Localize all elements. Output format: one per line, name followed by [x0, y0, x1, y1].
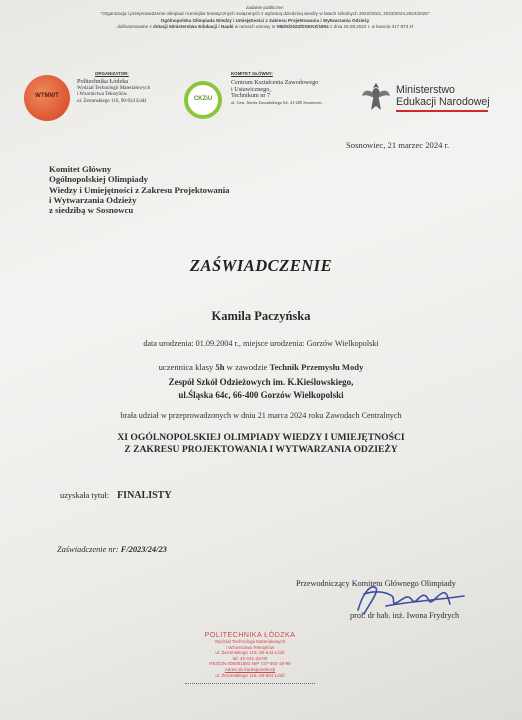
organizer-info: Politechnika Łódzka Wydział Technologii Materiałowych i Wzornictwa Tekstyliów ul. Żeromskiego 116, 90-924 Łódź [77, 78, 151, 104]
result-label: uzyskała tytuł: [60, 491, 110, 500]
organizer-block [77, 71, 187, 105]
document-title: ZAŚWIADCZENIE [189, 256, 333, 275]
signatory-name: prof. dr hab. inż. Iwona Frydrych [350, 611, 460, 620]
signature-title: Przewodniczący Komitetu Głównego Olimpiady [296, 579, 456, 588]
committee-address: Komitet Główny Ogólnopolskiej Olimpiady Wiedzy i Umiejętności z Zakresu Projektowania i Wytwarzania Odzieży z siedzibą w Sosnowcu [49, 164, 230, 216]
eagle-emblem-icon [360, 80, 392, 116]
organizer-label: ORGANIZATOR: [95, 71, 129, 76]
document-date: Sosnowiec, 21 marzec 2024 r. [346, 140, 450, 150]
olympiad-name: XI OGÓLNOPOLSKIEJ OLIMPIADY WIEDZY I UMIEJĘTNOŚCI Z ZAKRESU PROJEKTOWANIA I WYTWARZANIA ODZIEŻY [117, 432, 405, 455]
committee-label: KOMITET GŁÓWNY: [231, 71, 273, 76]
organizer-logo-text: WTMWT [35, 93, 59, 99]
funding-line-1: zadanie publiczne: [245, 5, 285, 10]
certificate-number: Zaświadczenie nr: F/2023/24/23 [57, 545, 167, 554]
person-name: Kamila Paczyńska [211, 309, 311, 323]
ministry-name: Ministerstwo Edukacji Narodowej [396, 84, 490, 108]
funding-line-4: dofinansowane z dotacji Ministerstwa Edukacji i Nauki w ramach umowy nr MEiN/2022/DSKKZ/1804 z dnia 26.08.2022 r. w kwocie 317 873 zł [117, 24, 413, 30]
participation-line: brała udział w przeprowadzonych w dniu 21 marca 2024 roku Zawodach Centralnych [120, 411, 402, 420]
school-line-2: ul.Śląska 64c, 66-400 Gorzów Wielkopolski [178, 390, 344, 400]
organizer-logo [24, 75, 70, 121]
birth-line: data urodzenia: 01.09.2004 r., miejsce urodzenia: Gorzów Wielkopolski [143, 339, 379, 348]
ministry-red-bar [396, 110, 488, 112]
committee-block [231, 71, 351, 106]
committee-logo-text: CKZiU [193, 96, 213, 102]
funding-line-3: Ogólnopolska Olimpiada Wiedzy i Umiejętności z Zakresu Projektowania i Wytwarzania Odzieży [160, 17, 370, 23]
student-line: uczennica klasy 5h w zawodzie Technik Przemysłu Mody [158, 362, 364, 372]
result-value: FINALISTY [117, 490, 172, 501]
result-line [60, 485, 172, 503]
ministry-block [396, 84, 490, 112]
school-line-1: Zespół Szkół Odzieżowych im. K.Kieślowskiego, [168, 377, 354, 387]
funding-header [40, 5, 490, 31]
university-stamp: POLITECHNIKA ŁÓDZKA Wydział Technologii Materiałowych i Wzornictwa Tekstyliów ul. Żeromskiego 116, 90-543 Łódź tel. 42 631-33-00 REGON 000001583 NIP 727-002-18-95 Adres do korespondencji ul. Żeromskiego 116, 90-924 Łódź [204, 630, 296, 678]
stamp-dotted-line [185, 683, 315, 684]
committee-logo [184, 81, 222, 119]
funding-line-2: "Organizacja i przeprowadzenie olimpiad i turniejów tematycznych związanych z wybraną dziedziną wiedzy w latach szkolnych 2022/2023, 2023/2024,2024/2025" [100, 11, 430, 17]
committee-info: Centrum Kształcenia Zawodowego i Ustawicznego, Technikum nr 7 ul. Gen. Józefa Zawadzkiego 64, 41-200 Sosnowiec [231, 79, 323, 105]
